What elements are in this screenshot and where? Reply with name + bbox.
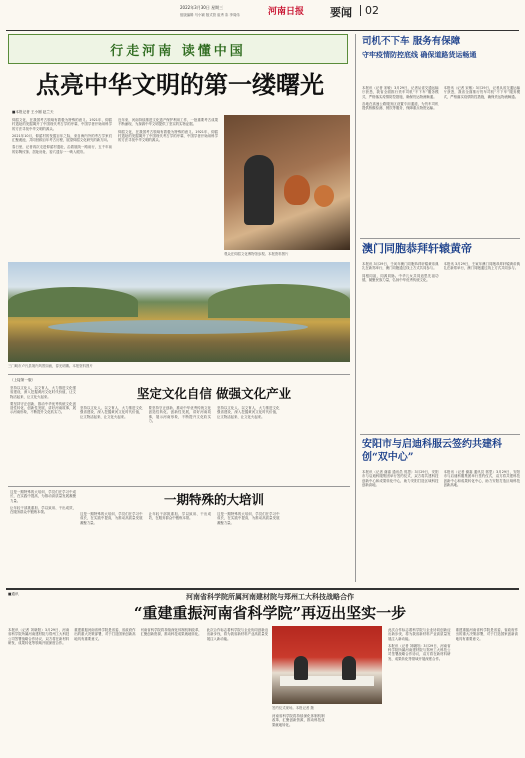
bottom-paragraph: 此次合作标志着科学院与企业协同创新迈出新步伐，将为我省新材料产业高质量发展注入新动能。	[206, 628, 268, 641]
pottery-jar-shape	[314, 185, 334, 207]
main-body-col1	[12, 118, 112, 258]
side2-body	[362, 262, 520, 432]
bottom-headline: “重建重振河南省科学院”再迈出坚实一步	[133, 604, 407, 622]
sub1-headline: 坚定文化自信 做强文化产业	[136, 386, 292, 401]
landscape-photo-caption: 三门峡市卢氏县境内风景如画，春光明媚。本报资料图片	[8, 364, 93, 368]
landscape-photo	[8, 262, 350, 362]
side2-paragraph: 本报讯 3月29日，壬寅年澳门同胞恭拜轩辕黄帝典礼在新郑举行，澳门同胞通过线上方式共同参与。	[362, 262, 439, 271]
sub2-body-left	[10, 490, 76, 582]
main-paragraph: 仰韶文化，在我国考古领域有着极为特殊的意义。1921年，仰韶村遗址的发掘揭开了中国现代考古学的序幕，中国学者开始用科学的方法寻找中华文明的源头。	[12, 118, 112, 131]
series-banner	[8, 34, 348, 64]
sub2-paragraph: 让年轻干部挑重担、学以致用、干出成效，在服务群众中锻炼本领。	[10, 505, 76, 515]
section-rule	[8, 374, 350, 375]
sub1-tag: （上接第一版）	[10, 378, 36, 382]
masthead	[180, 2, 520, 32]
side2-headline: 澳门同胞恭拜轩辕黄帝	[362, 242, 472, 255]
sub1-paragraph: 坚持以文化人、以文育人，大力推进文化强省建设，深入挖掘黄河文化时代价值，让文物活起来、让文化火起来。	[10, 386, 76, 399]
bottom-body-left	[8, 628, 268, 754]
bottom-paragraph: 河南省科学院将持续深化体制机制改革，汇聚创新资源，推动科技成果就地转化。	[140, 628, 202, 637]
main-paragraph: 仰韶文化，在我国考古领域有着极为特殊的意义。1921年，仰韶村遗址的发掘揭开了中国现代考古学的序幕，中国学者开始用科学的方法寻找中华文明的源头。	[118, 129, 218, 143]
side3-paragraph: 本报讯（记者 谢嘉 通讯员 郭思）3月29日，安阳市与启迪科服集团举行签约仪式，双方将共建科技创新中心和成果转化中心，助力安阳打造区域科技创新高地。	[443, 470, 520, 487]
pottery-photo-caption: 观众在仰韶文化博物馆参观。本报资料图片	[224, 252, 289, 256]
sub2-paragraph: 这是一期特殊的大培训，学员们在学习中成长，在实践中提高，为推动高质量发展凝聚力量。	[80, 512, 143, 525]
masthead-divider	[360, 5, 361, 16]
masthead-page-number: 02	[365, 4, 379, 17]
bottom-rule	[6, 588, 519, 590]
sub1-paragraph: 坚持以文化人、以文育人，大力推进文化强省建设，深入挖掘黄河文化时代价值，让文物活起来、让文化火起来。	[80, 406, 143, 419]
masthead-section: 要闻	[330, 6, 352, 19]
pottery-jar-shape	[284, 175, 310, 205]
side2-paragraph: 本报讯 3月29日，壬寅年澳门同胞恭拜轩辕黄帝典礼在新郑举行，澳门同胞通过线上方式共同参与。	[443, 262, 520, 271]
main-paragraph: 近年来，河南持续推进文化遗产保护利用工作，一批重要考古成果不断涌现，为探源中华文明提供了坚实的实物证据。	[118, 118, 218, 127]
sub1-body	[10, 386, 76, 482]
bottom-paragraph: 重建重振河南省科学院是省委、省政府作出的重大决策部署，对于打造国家创新高地具有重要意义。	[455, 628, 518, 641]
signing-photo	[272, 626, 382, 704]
side3-body	[362, 470, 520, 582]
column-divider	[355, 34, 356, 582]
bottom-paragraph: 重建重振河南省科学院是省委、省政府作出的重大决策部署，对于打造国家创新高地具有重要意义。	[74, 628, 136, 641]
side1-paragraph: 各地在高速公路服务区设置专用通道，为货车司机提供核酸检测、餐饮等服务，保障重点物资运输。	[362, 101, 439, 111]
person-shape	[294, 656, 308, 680]
side1-subheadline: 守牢疫情防控底线 确保道路货运畅通	[362, 50, 477, 59]
main-byline: ■本报记者 王小刚 赵兰天	[12, 110, 54, 114]
bottom-paragraph: 本报讯（记者 刘晓阳）3月29日，河南省科学院所属河南建材院与郑州工大科技公司签署战略合作协议，双方将在新材料研发、成果转化等领域开展深度合作。	[8, 628, 70, 645]
side3-paragraph: 本报讯（记者 谢嘉 通讯员 郭思）3月29日，安阳市与启迪科服集团举行签约仪式，双方将共建科技创新中心和成果转化中心，助力安阳打造区域科技创新高地。	[362, 470, 439, 487]
bottom-banner: 河南省科学院所属河南建材院与郑州工大科技战略合作	[186, 592, 354, 601]
bottom-paragraph: 此次合作标志着科学院与企业协同创新迈出新步伐，将为我省新材料产业高质量发展注入新动能。	[388, 628, 451, 641]
side1-paragraph: 本报讯（记者 宋敏）3月29日，记者从省交通运输厅获悉，我省全面推行货车司机“不下车”服务模式，严格落实疫情防控措施，确保货运物流畅通。	[362, 86, 439, 99]
visitor-figure	[244, 155, 274, 225]
sub1-paragraph: 坚持以文化人、以文育人，大力推进文化强省建设，深入挖掘黄河文化时代价值，让文物活起来、让文化火起来。	[217, 406, 280, 419]
main-paragraph: 2021年10月，仰韶村的发掘百年之际，来自海内外的考古学家们汇聚渑池，共同回顾百年考古历程，展望仰韶文化研究的新方向。	[12, 133, 112, 143]
river-shape	[48, 320, 308, 334]
side1-headline: 司机不下车 服务有保障	[362, 36, 461, 47]
bottom-paragraph: 本报讯（记者 刘晓阳）3月29日，河南省科学院所属河南建材院与郑州工大科技公司签署战略合作协议，双方将在新材料研发、成果转化等领域开展深度合作。	[388, 643, 451, 661]
sub1-paragraph: 要坚持守正创新，推动中华优秀传统文化创造性转化、创新性发展，讲好河南故事，展示河南形象，不断提升文化软实力。	[148, 406, 211, 423]
sub2-paragraph: 这是一期特殊的大培训，学员们在学习中成长，在实践中提高，为推动高质量发展凝聚力量。	[217, 512, 280, 525]
bottom-body-mid	[272, 714, 382, 754]
side3-headline: 安阳市与启迪科服云签约共建科创“双中心”	[362, 439, 502, 463]
sub2-paragraph: 让年轻干部挑重担、学以致用、干出成效，在服务群众中锻炼本领。	[148, 512, 211, 521]
main-paragraph: 春日里，记者再次走进仰韶村遗址，沿着展线一路前行，五千年前的彩陶纹饰、居址房址、窖穴遗存一一映入眼帘。	[12, 145, 112, 154]
bottom-paragraph: 河南省科学院将持续深化体制机制改革，汇聚创新资源，推动科技成果就地转化。	[272, 714, 325, 727]
masthead-rule	[6, 30, 519, 31]
sub1-paragraph: 要坚持守正创新，推动中华优秀传统文化创造性转化、创新性发展，讲好河南故事，展示河南形象，不断提升文化软实力。	[10, 401, 76, 415]
mountain-shape	[208, 284, 350, 318]
sub1-body-right	[80, 406, 348, 482]
bottom-tag: ■通讯	[8, 592, 19, 596]
side1-paragraph: 本报讯（记者 宋敏）3月29日，记者从省交通运输厅获悉，我省全面推行货车司机“不下车”服务模式，严格落实疫情防控措施，确保货运物流畅通。	[443, 86, 520, 99]
side1-body	[362, 86, 520, 236]
section-rule	[360, 238, 520, 239]
sub2-headline: 一期特殊的大培训	[163, 492, 264, 507]
series-banner-text: 行走河南 读懂中国	[110, 44, 246, 59]
signing-photo-caption: 签约仪式现场。本报记者 摄	[272, 706, 314, 710]
person-shape	[342, 656, 356, 680]
masthead-logo: 河南日报	[268, 7, 305, 17]
sub2-paragraph: 这是一期特殊的大培训，学员们在学习中成长，在实践中提高，为推动高质量发展凝聚力量。	[10, 490, 76, 503]
sub2-body-right	[80, 512, 348, 582]
side2-paragraph: 同根同祖，同源同脉。中华儿女共同追思先祖功德，凝聚民族力量，弘扬中华优秀传统文化。	[362, 273, 439, 282]
bottom-body-right	[388, 628, 518, 754]
section-rule	[8, 486, 350, 487]
masthead-editors: 组版编辑 马小颖 版式管 崔秀 彩 李周伟	[180, 13, 240, 17]
pottery-photo	[224, 115, 350, 250]
main-headline: 点亮中华文明的第一缕曙光	[36, 70, 324, 99]
mountain-shape	[8, 287, 138, 317]
section-rule	[360, 434, 520, 435]
main-body-col2	[118, 118, 218, 258]
masthead-date: 2022年3月30日 星期三	[180, 5, 224, 10]
